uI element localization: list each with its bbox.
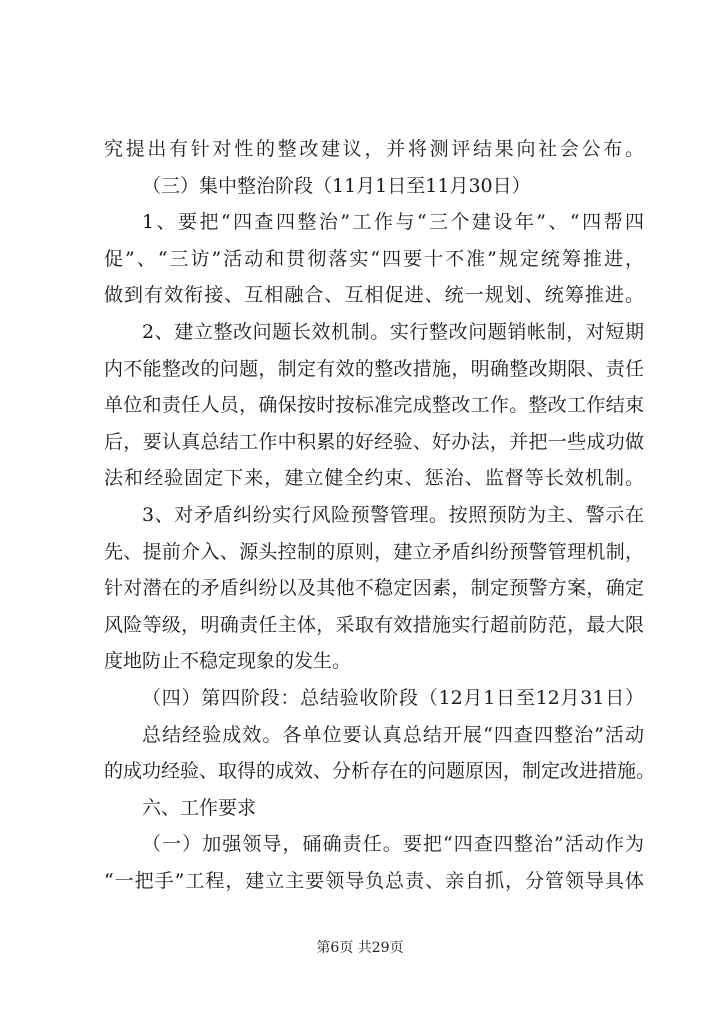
section-heading: 六、工作要求 — [142, 796, 257, 819]
section-heading: （三）集中整治阶段（11月1日至11月30日） — [142, 174, 531, 197]
text-line: （一）加强领导，硧确责任。要把“四查四整治”活动作为 — [142, 833, 644, 856]
text-line: 究提出有针对性的整改建议，并将测评结果向社会公布。 — [104, 138, 644, 160]
text-line: 内不能整改的问题，制定有效的整改措施，明确整改期限、责任 — [104, 357, 644, 380]
body-text — [104, 131, 656, 899]
section-heading: （四）第四阶段：总结验收阶段（12月1日至12月31日） — [142, 686, 644, 709]
page-footer — [0, 937, 720, 957]
text-line: 促”、“三访”活动和贯彻落实“四要十不准”规定统筹推进， — [104, 247, 644, 270]
text-line: 1、要把“四查四整治”工作与“三个建设年”、“四帮四 — [142, 211, 644, 234]
text-line: 单位和责任人员，确保按时按标准完成整改工作。整改工作结束 — [104, 394, 644, 417]
text-line: 做到有效衔接、互相融合、互相促进、统一规划、统筹推进。 — [104, 284, 644, 307]
text-line: 度地防止不稳定现象的发生。 — [104, 650, 352, 673]
text-line: “一把手”工程，建立主要领导负总责、亲自抓，分管领导具体 — [104, 869, 644, 892]
text-line: 总结经验成效。各单位要认真总结开展“四查四整治”活动 — [142, 723, 644, 746]
text-line: 法和经验固定下来，建立健全约束、惩治、监督等长效机制。 — [104, 467, 644, 490]
page-number: 第6页 共29页 — [316, 940, 404, 956]
text-line: 风险等级，明确责任主体，采取有效措施实行超前防范，最大限 — [104, 613, 644, 636]
text-line: 先、提前介入、源头控制的原则，建立矛盾纠纷预警管理机制， — [104, 540, 644, 563]
text-line: 2、建立整改问题长效机制。实行整改问题销帐制，对短期 — [142, 320, 644, 343]
text-line: 的成功经验、取得的成效、分析存在的问题原因，制定改进措施。 — [104, 760, 656, 783]
text-line: 后，要认真总结工作中积累的好经验、好办法，并把一些成功做 — [104, 430, 644, 453]
text-line: 针对潜在的矛盾纠纷以及其他不稳定因素，制定预警方案，确定 — [104, 577, 644, 600]
text-line: 3、对矛盾纠纷实行风险预警管理。按照预防为主、警示在 — [142, 503, 644, 526]
